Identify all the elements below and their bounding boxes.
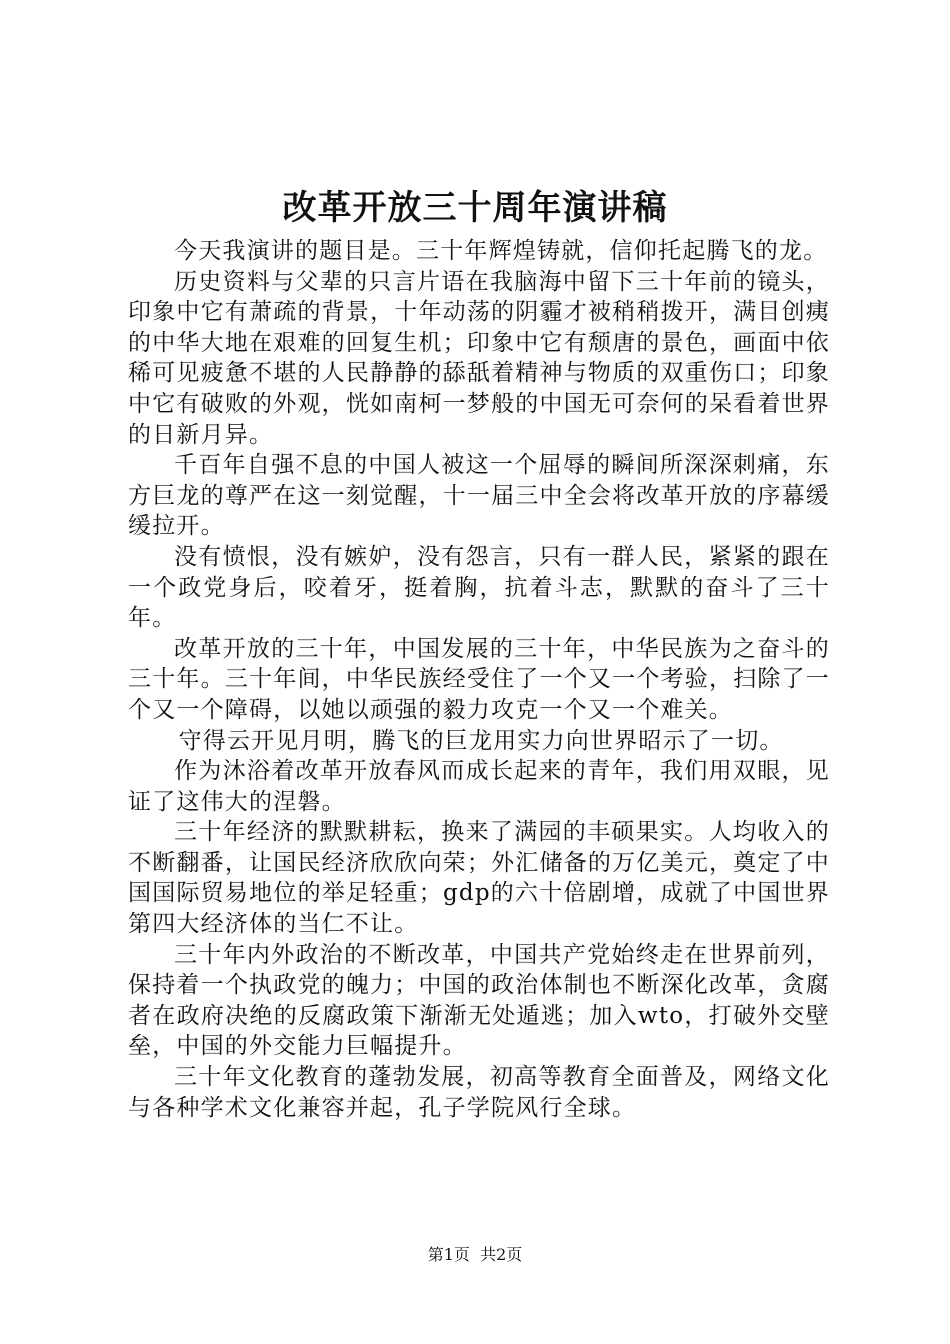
page-footer [0,1244,950,1266]
paragraph-1: 今天我演讲的题目是。三十年辉煌铸就，信仰托起腾飞的龙。 [174,238,828,264]
paragraph-2: 历史资料与父辈的只言片语在我脑海中留下三十年前的镜头，印象中它有萧疏的背景，十年动荡的阴霾才被稍稍拨开，满目创痍的中华大地在艰难的回复生机；印象中它有颓唐的景色，画面中依稀可见疲惫不堪的人民静静的舔舐着精神与物质的双重伤口；印象中它有破败的外观，恍如南柯一梦般的中国无可奈何的呆看着世界的日新月异。 [128,268,830,448]
paragraph-7: 作为沐浴着改革开放春风而成长起来的青年，我们用双眼，见证了这伟大的涅磐。 [128,758,830,815]
document-title: 改革开放三十周年演讲稿 [282,188,668,228]
paragraph-8: 三十年经济的默默耕耘，换来了满园的丰硕果实。人均收入的不断翻番，让国民经济欣欣向荣；外汇储备的万亿美元，奠定了中国国际贸易地位的举足轻重；gdp的六十倍剧增，成就了中国世界第四大经济体的当仁不让。 [128,819,830,938]
paragraph-3: 千百年自强不息的中国人被这一个屈辱的瞬间所深深刺痛，东方巨龙的尊严在这一刻觉醒，十一届三中全会将改革开放的序幕缓缓拉开。 [128,452,830,540]
page-number-label: 第1页 共2页 [427,1245,523,1264]
paragraph-6: 守得云开见月明，腾飞的巨龙用实力向世界昭示了一切。 [178,727,784,754]
paragraph-10: 三十年文化教育的蓬勃发展，初高等教育全面普及，网络文化与各种学术文化兼容并起，孔子学院风行全球。 [128,1064,830,1121]
paragraph-9: 三十年内外政治的不断改革，中国共产党始终走在世界前列，保持着一个执政党的魄力；中国的政治体制也不断深化改革，贪腐者在政府决绝的反腐政策下渐渐无处遁逃；加入wto，打破外交壁垒，中国的外交能力巨幅提升。 [128,941,830,1060]
document-body [128,236,830,1123]
paragraph-5: 改革开放的三十年，中国发展的三十年，中华民族为之奋斗的三十年。三十年间，中华民族经受住了一个又一个考验，扫除了一个又一个障碍，以她以顽强的毅力攻克一个又一个难关。 [128,635,830,723]
paragraph-4: 没有愤恨，没有嫉妒，没有怨言，只有一群人民，紧紧的跟在一个政党身后，咬着牙，挺着胸，抗着斗志，默默的奋斗了三十年。 [128,543,830,632]
